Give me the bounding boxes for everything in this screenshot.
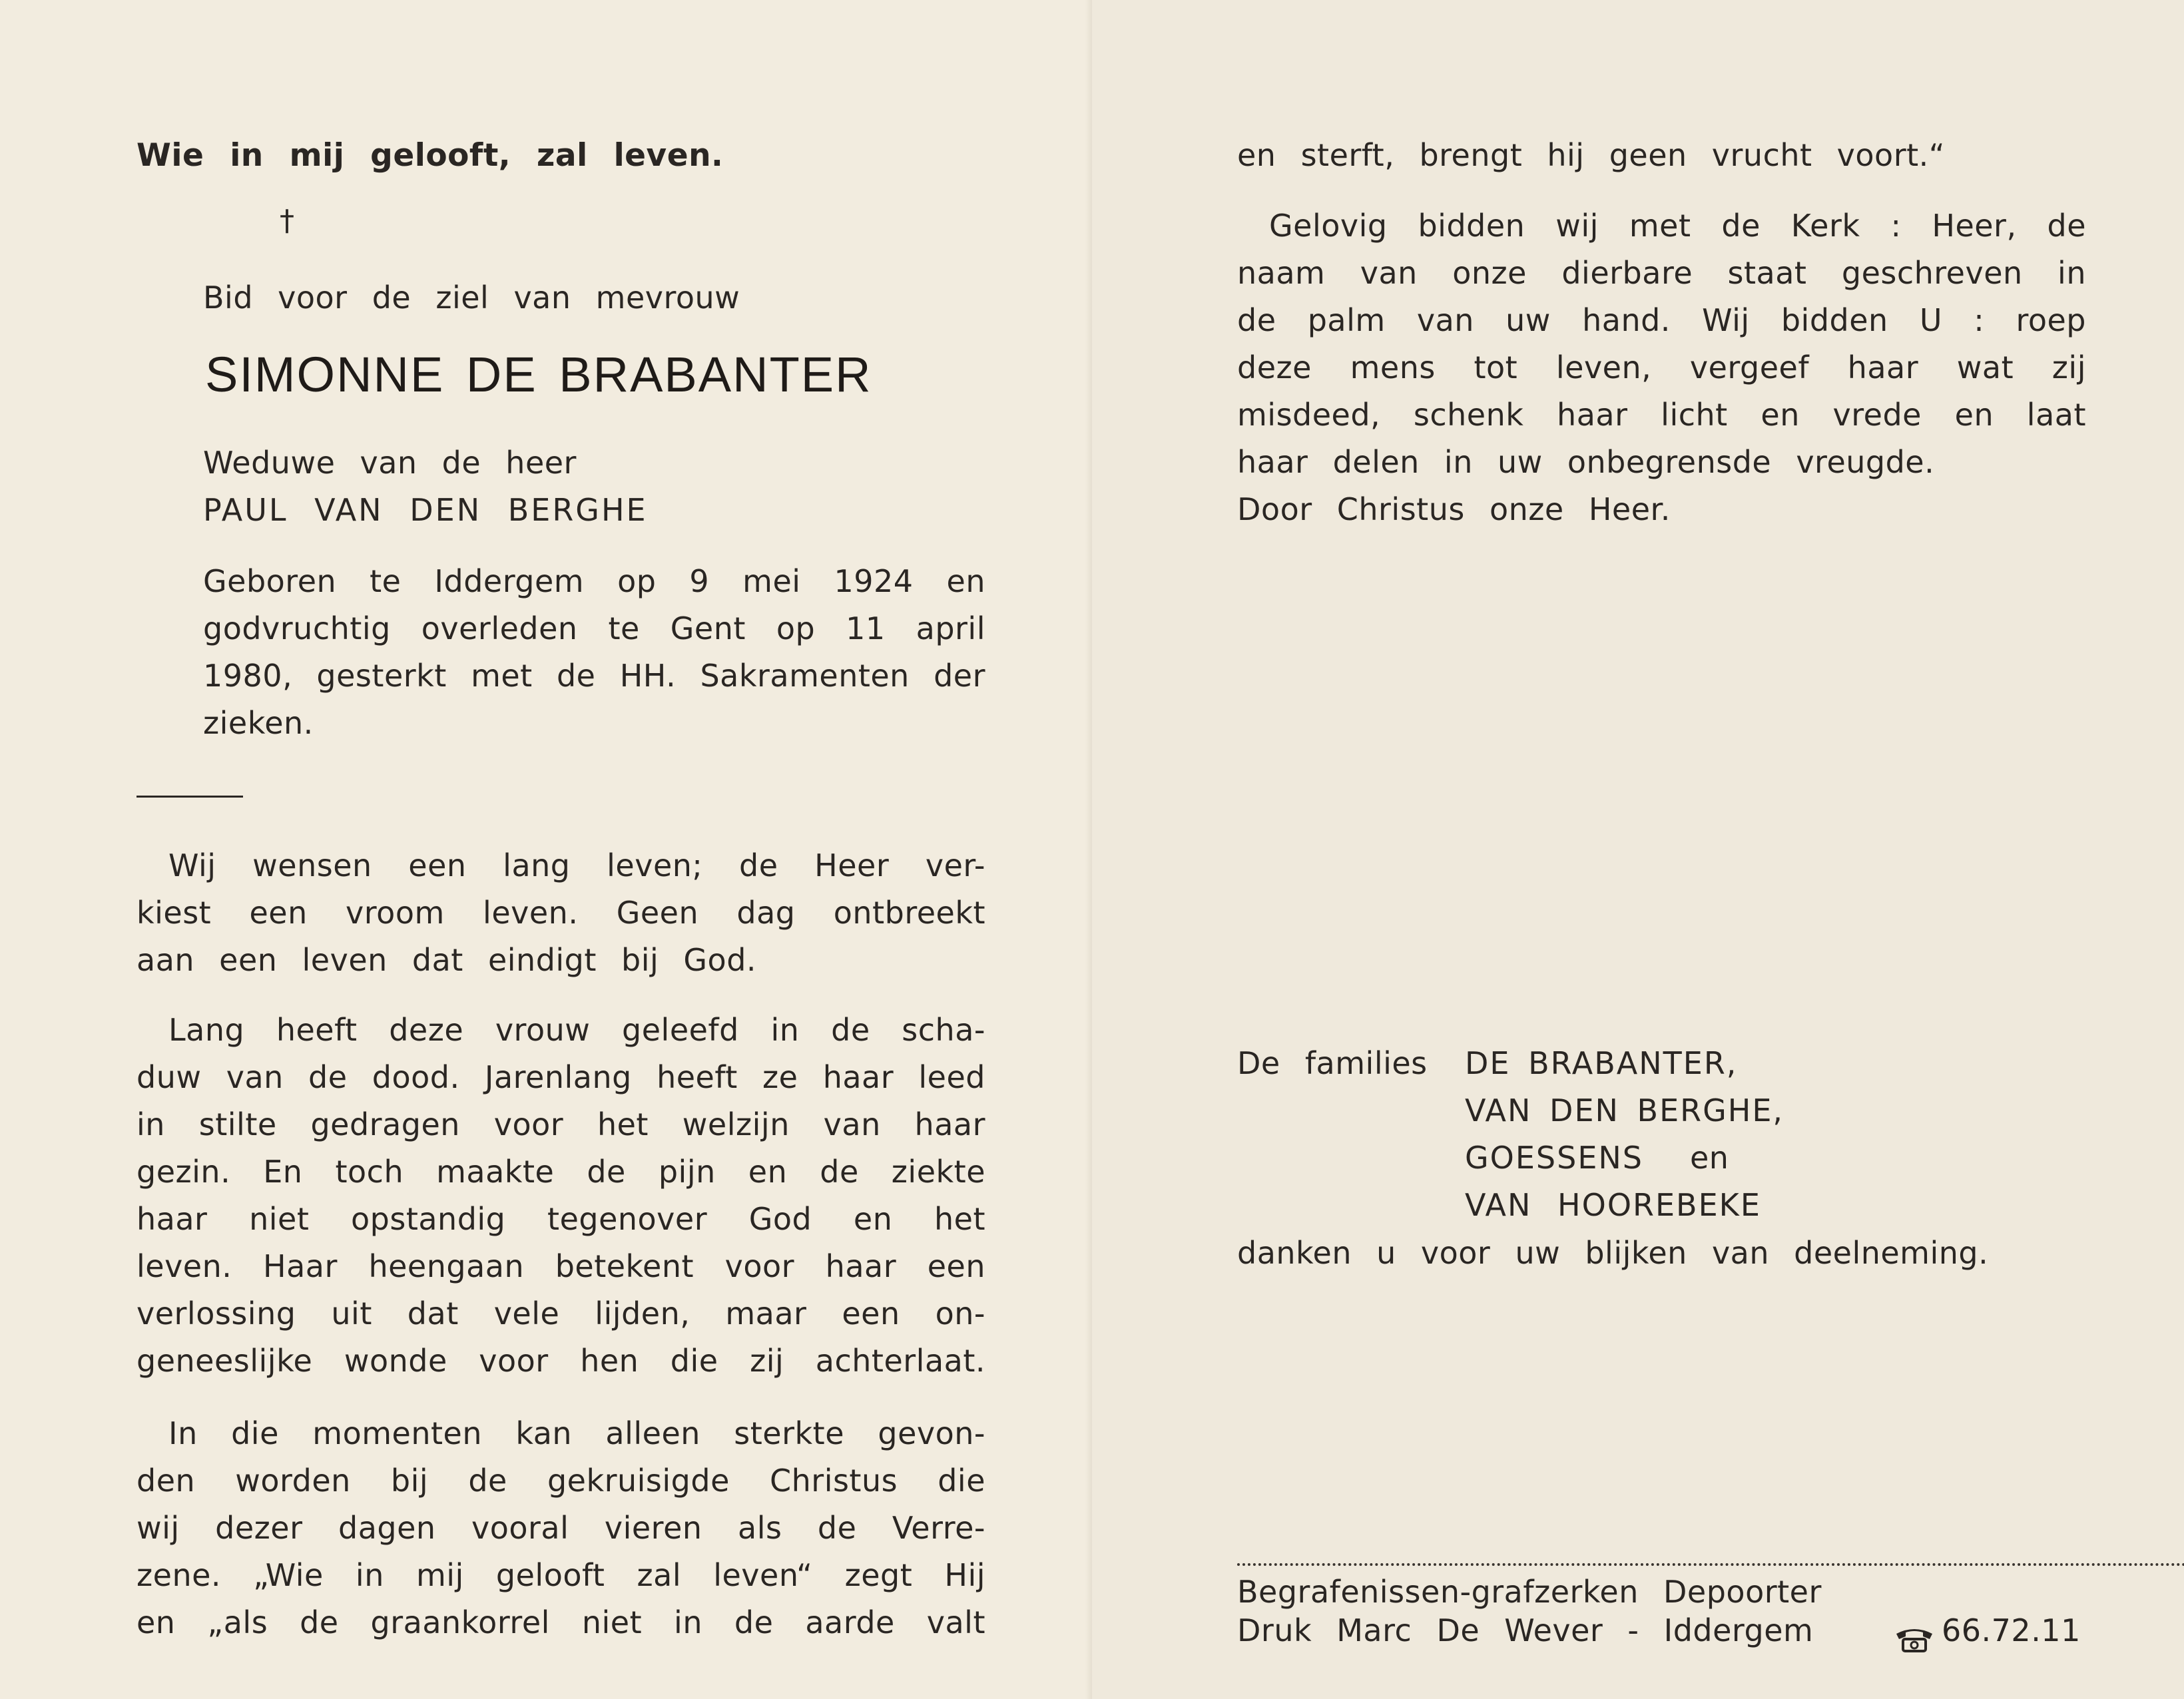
family-name: DE BRABANTER, [1465, 1045, 1738, 1081]
bio-block [203, 558, 985, 747]
text-line: gezin. En toch maakte de pijn en de ziekte [136, 1154, 985, 1190]
text-line: zene. „Wie in mij gelooft zal leven“ zegt Hij [136, 1557, 985, 1593]
bio-line: Geboren te Iddergem op 9 mei 1924 en [203, 563, 985, 599]
bio-line: zieken. [203, 705, 314, 741]
families-list [1465, 1040, 1784, 1229]
prayer-end: Door Christus onze Heer. [1237, 491, 1671, 527]
family-name: VAN DEN BERGHE, [1465, 1092, 1784, 1128]
husband-name: PAUL VAN DEN BERGHE [203, 492, 648, 528]
undertaker-text: Begrafenissen-grafzerken Depoorter [1237, 1574, 1822, 1610]
bio-line: godvruchtig overleden te Gent op 11 april [203, 610, 985, 646]
footer-divider [1237, 1563, 2184, 1566]
prayer-line: deze mens tot leven, vergeef haar wat zij [1237, 350, 2086, 385]
family-name: VAN HOOREBEKE [1465, 1187, 1761, 1223]
text-line: duw van de dood. Jarenlang heeft ze haar leed [136, 1059, 985, 1095]
cross-symbol: † [280, 204, 294, 238]
right-page [1092, 0, 2184, 1699]
prayer-line: haar delen in uw onbegrensde vreugde. [1237, 444, 1935, 480]
bio-line: 1980, gesterkt met de HH. Sakramenten der [203, 658, 985, 694]
deceased-name: SIMONNE DE BRABANTER [205, 347, 872, 402]
thanks-text: danken u voor uw blijken van deelneming. [1237, 1235, 1989, 1271]
families-label: De families [1237, 1045, 1428, 1081]
printer-text: Druk Marc De Wever - Iddergem [1237, 1612, 1814, 1648]
text-line: wij dezer dagen vooral vieren als de Verre- [136, 1510, 985, 1546]
motto: Wie in mij gelooft, zal leven. [136, 137, 724, 174]
text-line: kiest een vroom leven. Geen dag ontbreekt [136, 895, 985, 931]
text-line: In die momenten kan alleen sterkte gevon- [168, 1415, 985, 1451]
widow-of-text: Weduwe van de heer [203, 445, 577, 481]
phone-line [1894, 1607, 2081, 1654]
prayer-block [1237, 202, 2184, 533]
text-line: Wij wensen een lang leven; de Heer ver- [168, 848, 985, 883]
paragraph-2 [136, 1007, 985, 1385]
text-line: in stilte gedragen voor het welzijn van haar [136, 1106, 985, 1142]
continuation-text: en sterft, brengt hij geen vrucht voort.“ [1237, 137, 1946, 173]
prayer-line: Gelovig bidden wij met de Kerk : Heer, de [1269, 208, 2086, 244]
phone-number: 66.72.11 [1942, 1612, 2081, 1648]
prayer-line: naam van onze dierbare staat geschreven in [1237, 255, 2086, 291]
conjunction: en [1690, 1140, 1729, 1176]
text-line: den worden bij de gekruisigde Christus die [136, 1463, 985, 1499]
intro-text: Bid voor de ziel van mevrouw [203, 280, 740, 316]
paragraph-1 [136, 842, 985, 984]
family-name [1465, 1134, 1784, 1182]
text-line: aan een leven dat eindigt bij God. [136, 942, 757, 978]
telephone-icon [1894, 1620, 1935, 1646]
prayer-line: misdeed, schenk haar licht en vrede en laat [1237, 397, 2086, 433]
paragraph-3 [136, 1410, 985, 1646]
text-line: verlossing uit dat vele lijden, maar een on- [136, 1296, 985, 1332]
prayer-line: de palm van uw hand. Wij bidden U : roep [1237, 302, 2086, 338]
divider [136, 796, 243, 798]
text-line: Lang heeft deze vrouw geleefd in de scha- [168, 1012, 985, 1048]
text-line: haar niet opstandig tegenover God en het [136, 1201, 985, 1237]
text-line: en „als de graankorrel niet in de aarde valt [136, 1604, 985, 1640]
family-name-text: GOESSENS [1465, 1140, 1643, 1176]
text-line: geneeslijke wonde voor hen die zij achterlaat. [136, 1343, 985, 1379]
text-line: leven. Haar heengaan betekent voor haar een [136, 1248, 985, 1284]
